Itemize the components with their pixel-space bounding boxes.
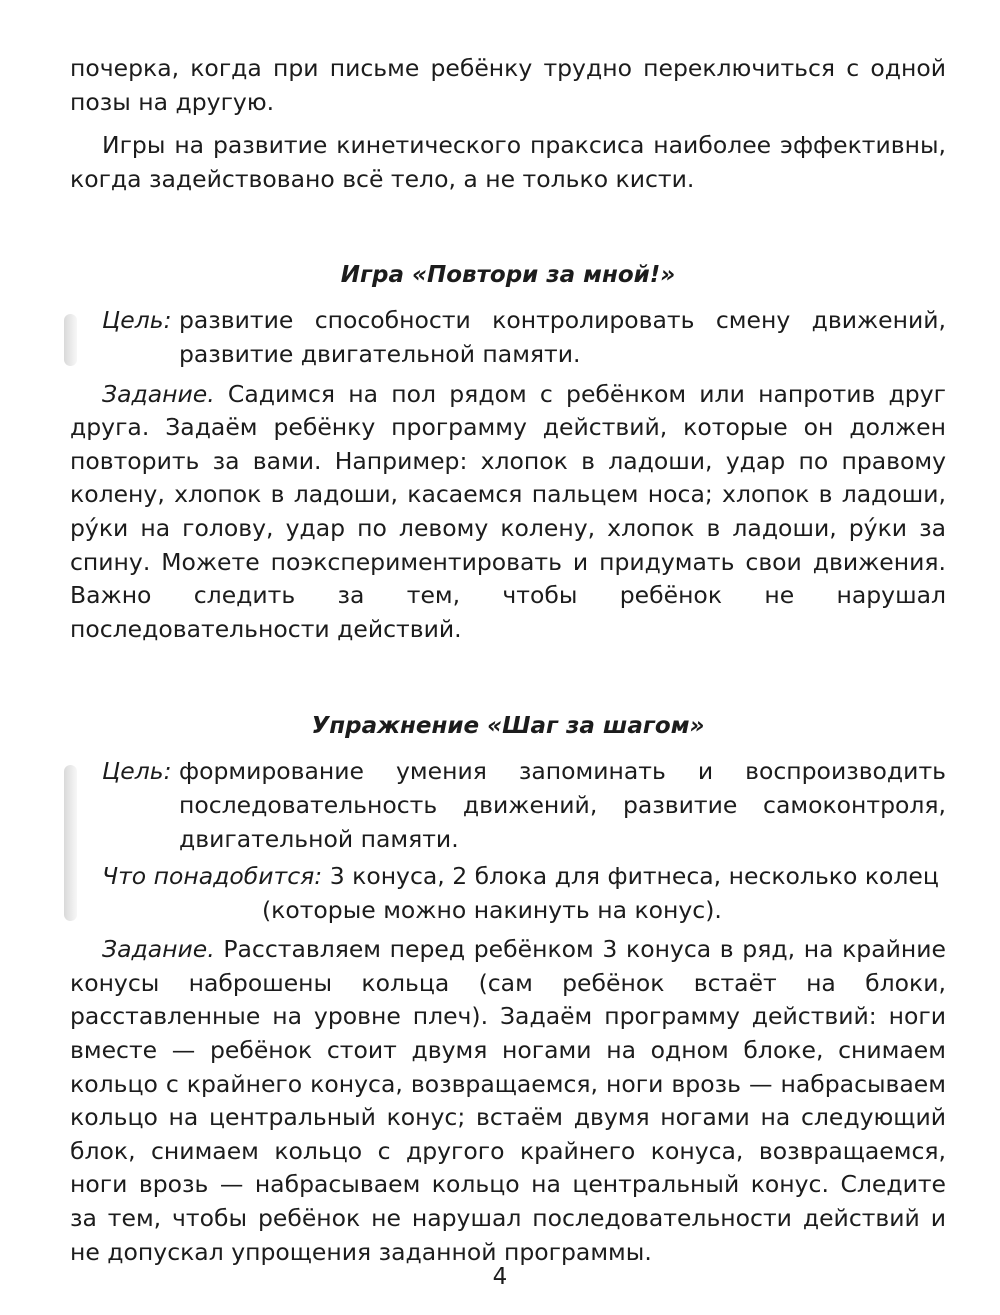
game2-materials <box>70 860 946 927</box>
task-text: Садимся на пол рядом с ребёнком или напротив друг друга. Задаём ребёнку программу действий, которые он должен повторить за вами. Например: хлопок в ладоши, удар по правому колену, хлопок в ладоши, касаемся пальцем носа; хлопок в ладоши, ру́ки на голову, удар по левому колену, хлопок в ладоши, ру́ки за спину. Можете поэкспериментировать и придумать свои движения. Важно следить за тем, чтобы ребёнок не нарушал последовательности действий. <box>70 379 946 643</box>
task-text: Расставляем перед ребёнком 3 конуса в ряд, на крайние конусы наброшены кольца (сам ребёнок встаёт на блоки, расставленные на уровне плеч). Задаём программу действий: ноги вместе — ребёнок стоит двумя ногами на одном блоке, снимаем кольцо с крайнего конуса, возвращаемся, ноги врозь — набрасываем кольцо на центральный конус; встаём двумя ногами на следующий блок, снимаем кольцо с другого крайнего конуса, возвращаемся, ноги врозь — набрасываем кольцо на центральный конус. Следите за тем, чтобы ребёнок не нарушал последовательности действий и не допускал упрощения заданной программы. <box>70 935 946 1266</box>
intro-paragraph-1: почерка, когда при письме ребёнку трудно переключиться с одной позы на другую. <box>70 54 946 116</box>
task-label: Задание. <box>102 379 215 408</box>
side-bar-decoration <box>64 314 77 366</box>
side-bar-decoration <box>64 765 77 921</box>
materials-text: 3 конуса, 2 блока для фитнеса, несколько колец <box>329 862 939 891</box>
goal-label: Цель: <box>102 757 172 786</box>
goal-text: развитие способности контролировать смену движений, развитие двигательной памяти. <box>178 306 946 368</box>
game1-goal <box>70 304 946 371</box>
game2-task <box>70 933 946 1269</box>
materials-text-continued: (которые можно накинуть на конус). <box>262 895 722 924</box>
game1-title: Игра «Повтори за мной!» <box>340 262 676 289</box>
task-label: Задание. <box>102 935 215 964</box>
game2-goal-block <box>70 755 946 927</box>
game2-goal <box>70 755 946 856</box>
page-number: 4 <box>492 1264 508 1290</box>
goal-text: формирование умения запоминать и воспроизводить последовательность движений, развитие самоконтроля, двигательной памяти. <box>178 757 946 853</box>
game2-title: Упражнение «Шаг за шагом» <box>311 713 705 740</box>
page-content <box>70 52 946 1269</box>
intro-paragraph-2: Игры на развитие кинетического праксиса наиболее эффективны, когда задействовано всё тело, а не только кисти. <box>70 131 946 193</box>
goal-label: Цель: <box>102 306 172 335</box>
game1-goal-block <box>70 304 946 371</box>
game1-task <box>70 378 946 647</box>
materials-label: Что понадобится: <box>102 862 323 891</box>
